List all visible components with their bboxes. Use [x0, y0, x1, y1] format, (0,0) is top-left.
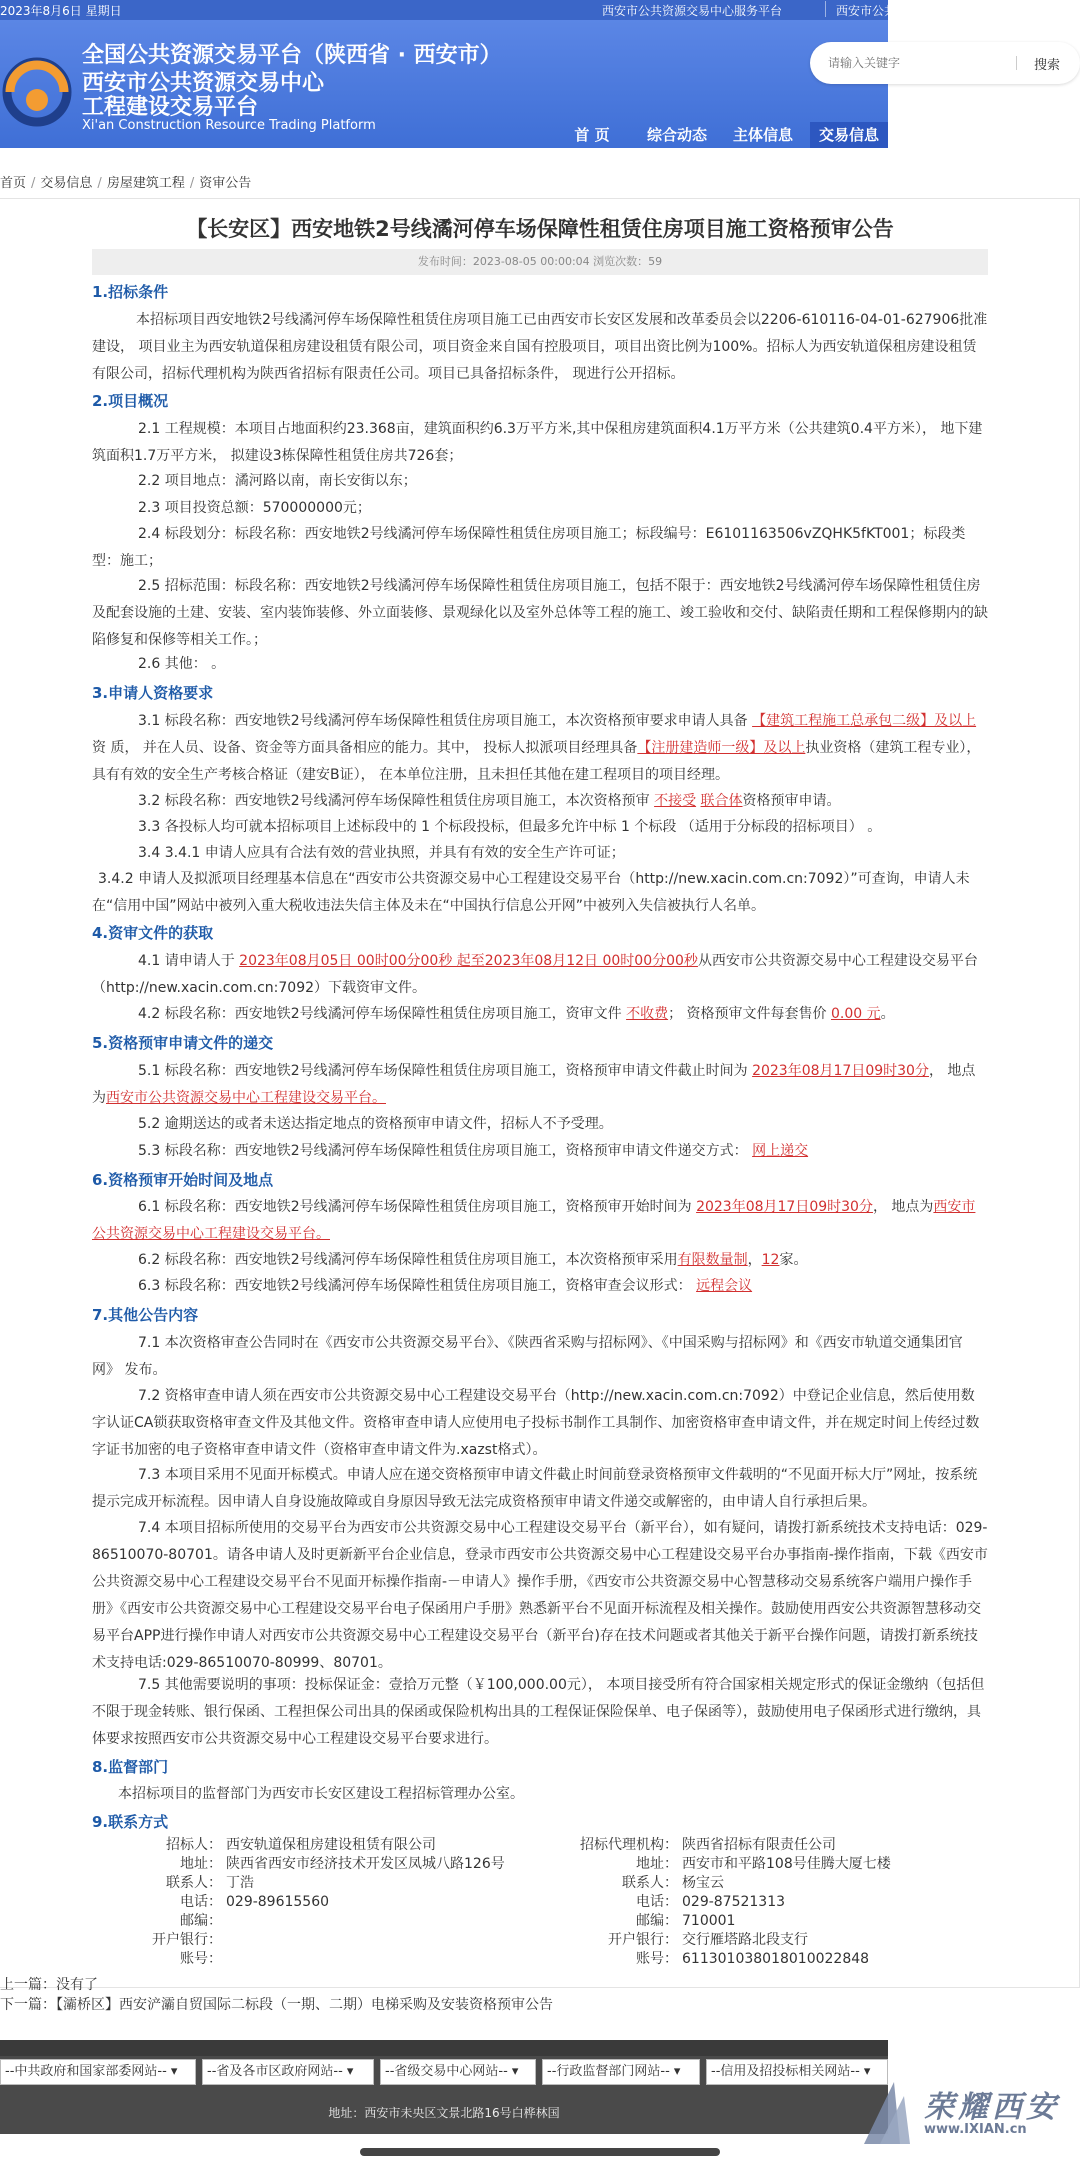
watermark-url: www.IXIAN.cn	[924, 2122, 1027, 2137]
home-indicator[interactable]	[360, 2148, 720, 2156]
sub-platform-title: 工程建设交易平台	[82, 95, 259, 120]
footer-select-trade-center[interactable]: --省级交易中心网站-- ▾	[380, 2059, 536, 2085]
top-bar	[0, 0, 945, 20]
required-qualification: 【建筑工程施工总承包二级】及以上	[752, 713, 977, 729]
paragraph: 3.3 各投标人均可就本招标项目上述标段中的 1 个标段投标，但最多允许中标 1 个标段 （适用于分标段的招标项目） 。	[138, 819, 882, 835]
next-article: 下一篇：【灞桥区】西安浐灞自贸国际二标段（一期、二期）电梯采购及安装资格预审公告	[0, 1997, 553, 2013]
paragraph: 6.1 标段名称：西安地铁2号线潏河停车场保障性租赁住房项目施工，资格预审开始时间为 2023年08月17日09时30分， 地点为西安市公共资源交易中心工程建设交易平台。	[92, 1199, 976, 1242]
platform-title: 全国公共资源交易平台（陕西省 · 西安市）	[82, 43, 502, 68]
nav-home[interactable]: 首 页	[574, 126, 610, 144]
breadcrumb: 首页 / 交易信息 / 房屋建筑工程 / 资审公告	[0, 176, 252, 191]
paragraph: 7.4 本项目招标所使用的交易平台为西安市公共资源交易中心工程建设交易平台（新平台），如有疑问，请拨打新系统技术支持电话：029-86510070-80701。请各申请人及时更新新平台企业信息，登录市西安市公共资源交易中心工程建设交易平台办事指南-操作指南，下载《西安市公共资源交易中心工程建设交易平台不见面开标操作指南-－申请人》操作手册，《西安市公共资源交易中心智慧移动交易系统客户端用户操作手册》《西安市公共资源交易中心工程建设交易平台电子保函用户手册》熟悉新平台不见面开标流程及相关操作。鼓励使用西安公共资源智慧移动交易平台APP进行操作申请人对西安市公共资源交易中心工程建设交易平台（新平台)存在技术问题或者其他关于新平台操作问题，请拨打新系统技术支持电话:029-86510070-80999、80701。	[92, 1520, 988, 1671]
paragraph: 5.2 逾期送达的或者未送达指定地点的资格预审申请文件，招标人不予受理。	[138, 1116, 613, 1132]
search-divider	[1016, 56, 1017, 70]
consortium-label: 联合体	[700, 793, 743, 809]
section-heading: 1.招标条件	[92, 283, 169, 301]
fee-amount: 0.00 元	[830, 1006, 881, 1022]
review-count: 12	[761, 1252, 780, 1268]
english-title: Xi'an Construction Resource Trading Platform	[82, 118, 376, 133]
review-method: 有限数量制	[677, 1252, 748, 1268]
site-logo-icon[interactable]	[0, 42, 74, 136]
section-heading: 3.申请人资格要求	[92, 684, 214, 702]
footer-select-province[interactable]: --省及各市区政府网站-- ▾	[202, 2059, 374, 2085]
paragraph: 6.3 标段名称：西安地铁2号线潏河停车场保障性租赁住房项目施工，资格审查会议形式： 远程会议	[138, 1278, 753, 1294]
section-heading: 6.资格预审开始时间及地点	[92, 1171, 274, 1189]
prev-article: 上一篇：没有了	[0, 1977, 98, 1993]
footer-top-strip	[0, 2040, 888, 2056]
section-heading: 7.其他公告内容	[92, 1306, 199, 1324]
paragraph: 7.1 本次资格审查公告同时在《西安市公共资源交易平台》、《陕西省采购与招标网》、《中国采购与招标网》和《西安市轨道交通集团官网》 发布。	[92, 1335, 963, 1378]
watermark-text: 荣耀西安	[924, 2090, 1060, 2125]
review-location: 西安市公共资源交易中心工程建设交易平台。	[92, 1199, 976, 1242]
paragraph: 2.3 项目投资总额：570000000元；	[138, 500, 371, 516]
required-license: 【注册建造师一级】及以上	[637, 740, 806, 756]
nav-subject-info[interactable]: 主体信息	[732, 126, 793, 144]
paragraph: 本招标项目的监督部门为西安市长安区建设工程招标管理办公室。	[118, 1786, 524, 1802]
breadcrumb-home[interactable]: 首页	[0, 176, 27, 191]
search-input[interactable]	[828, 52, 1008, 74]
paragraph: 2.1 工程规模：本项目占地面积约23.368亩，建筑面积约6.3万平方米,其中保租房建筑面积4.1万平方米（公共建筑0.4平方米）， 地下建筑面积1.7万平方米， 拟建设3栋保障性租赁住房共726套；	[92, 421, 983, 464]
section-heading: 2.项目概况	[92, 392, 169, 410]
article-meta: 发布时间：2023-08-05 00:00:04 浏览次数：59	[92, 249, 988, 275]
prev-article-link[interactable]: 没有了	[56, 1977, 98, 1993]
submission-method: 网上递交	[752, 1143, 809, 1159]
paragraph: 6.2 标段名称：西安地铁2号线潏河停车场保障性租赁住房项目施工，本次资格预审采用有限数量制，12家。	[138, 1252, 808, 1268]
review-start-time: 2023年08月17日09时30分	[696, 1199, 873, 1215]
paragraph: 3.4.2 申请人及拟派项目经理基本信息在“西安市公共资源交易中心工程建设交易平台（http://new.xacin.com.cn:7092）”可查询，申请人未在“信用中国”网站中被列入重大税收违法失信主体及未在“中国执行信息公开网”中被列入失信被执行人名单。	[92, 871, 970, 914]
paragraph: 4.1 请申请人于 2023年08月05日 00时00分00秒 起至2023年08月12日 00时00分00秒从西安市公共资源交易中心工程建设交易平台（http://new.xacin.com.cn:7092）下载资审文件。	[92, 953, 978, 996]
section-heading: 5.资格预审申请文件的递交	[92, 1034, 274, 1052]
service-platform-link-2[interactable]: 西安市公共资源交易	[836, 4, 945, 18]
paragraph: 3.4 3.4.1 申请人应具有合法有效的营业执照，并具有有效的安全生产许可证；	[138, 845, 625, 861]
footer-address: 地址：西安市未央区文景北路16号白桦林国	[328, 2106, 560, 2120]
nav-trade-info[interactable]: 交易信息	[810, 122, 888, 148]
breadcrumb-trade-info[interactable]: 交易信息	[40, 176, 93, 191]
article-title: 【长安区】西安地铁2号线潏河停车场保障性租赁住房项目施工资格预审公告	[186, 217, 894, 241]
paragraph: 3.2 标段名称：西安地铁2号线潏河停车场保障性租赁住房项目施工，本次资格预审 不接受 联合体资格预审申请。	[138, 793, 841, 809]
paragraph: 5.1 标段名称：西安地铁2号线潏河停车场保障性租赁住房项目施工，资格预审申请文件截止时间为 2023年08月17日09时30分， 地点为西安市公共资源交易中心工程建设交易平台。	[92, 1063, 976, 1106]
submission-deadline: 2023年08月17日09时30分	[752, 1063, 929, 1079]
paragraph: 4.2 标段名称：西安地铁2号线潏河停车场保障性租赁住房项目施工，资审文件 不收费； 资格预审文件每套售价 0.00 元。	[138, 1006, 895, 1022]
footer-select-credit[interactable]: --信用及招投标相关网站-- ▾	[706, 2059, 888, 2085]
search-box	[810, 42, 1080, 84]
consortium-flag: 不接受	[654, 793, 697, 809]
paragraph: 2.2 项目地点：潏河路以南，南长安街以东；	[138, 473, 417, 489]
paragraph: 本招标项目西安地铁2号线潏河停车场保障性租赁住房项目施工已由西安市长安区发展和改革委员会以2206-610116-04-01-627906批准建设， 项目业主为西安轨道保租房建设租赁有限公司，项目资金来自国有控股项目，项目出资比例为100%。招标人为西安轨道保租房建设租赁有限公司，招标代理机构为陕西省招标有限责任公司。项目已具备招标条件， 现进行公开招标。	[92, 312, 988, 382]
paragraph: 3.1 标段名称：西安地铁2号线潏河停车场保障性租赁住房项目施工，本次资格预审要求申请人具备 【建筑工程施工总承包二级】及以上资 质， 并在人员、设备、资金等方面具备相应的能力。其中， 投标人拟派项目经理具备【注册建造师一级】及以上执业资格（建筑工程专业），具有有效的安全生产考核合格证（建安B证）， 在本单位注册，且未担任其他在建工程项目的项目经理。	[92, 713, 981, 783]
site-header	[0, 20, 888, 148]
breadcrumb-building[interactable]: 房屋建筑工程	[106, 176, 185, 191]
meeting-format: 远程会议	[696, 1278, 753, 1294]
topbar-divider	[825, 1, 826, 17]
download-period: 2023年08月05日 00时00分00秒 起至2023年08月12日 00时00分00秒	[239, 953, 698, 969]
paragraph: 5.3 标段名称：西安地铁2号线潏河停车场保障性租赁住房项目施工，资格预审申请文件递交方式： 网上递交	[138, 1143, 809, 1159]
center-title: 西安市公共资源交易中心	[82, 71, 325, 96]
section-heading: 4.资审文件的获取	[92, 924, 214, 942]
section-heading: 8.监督部门	[92, 1758, 169, 1776]
search-button[interactable]: 搜索	[1034, 58, 1061, 73]
fee-status: 不收费	[626, 1006, 669, 1022]
paragraph: 7.5 其他需要说明的事项：投标保证金：壹拾万元整（￥100,000.00元）， 本项目接受所有符合国家相关规定形式的保证金缴纳（包括但不限于现金转账、银行保函、工程担保公司出具的保函或保险机构出具的工程保证保险保单、电子保函等），鼓励使用电子保函形式进行缴纳，具体要求按照西安市公共资源交易中心工程建设交易平台要求进行。	[92, 1677, 985, 1747]
paragraph: 2.5 招标范围：标段名称：西安地铁2号线潏河停车场保障性租赁住房项目施工，包括不限于：西安地铁2号线潏河停车场保障性租赁住房及配套设施的土建、安装、室内装饰装修、外立面装修、景观绿化以及室外总体等工程的施工、竣工验收和交付、缺陷责任期和工程保修期内的缺陷修复和保修等相关工作。；	[92, 578, 988, 648]
next-article-link[interactable]: 【灞桥区】西安浐灞自贸国际二标段（一期、二期）电梯采购及安装资格预审公告	[56, 1997, 553, 2013]
section-heading: 9.联系方式	[92, 1813, 169, 1831]
service-platform-link[interactable]: 西安市公共资源交易中心服务平台	[602, 4, 783, 18]
paragraph: 7.3 本项目采用不见面开标模式。申请人应在递交资格预审申请文件截止时间前登录资格预审文件载明的“不见面开标大厅”网址，按系统提示完成开标流程。因申请人自身设施故障或自身原因导致无法完成资格预审申请文件递交或解密的，由申请人自行承担后果。	[92, 1467, 978, 1510]
current-date: 2023年8月6日 星期日	[0, 4, 122, 18]
paragraph: 2.4 标段划分：标段名称：西安地铁2号线潏河停车场保障性租赁住房项目施工；标段编号：E6101163506vZQHK5fKT001；标段类型：施工；	[92, 526, 966, 569]
paragraph: 7.2 资格审查申请人须在西安市公共资源交易中心工程建设交易平台（http://new.xacin.com.cn:7092）中登记企业信息，然后使用数字认证CA锁获取资格审查文件及其他文件。资格审查申请人应使用电子投标书制作工具制作、加密资格审查申请文件，并在规定时间上传经过数字证书加密的电子资格审查申请文件（资格审查申请文件为.xazst格式）。	[92, 1388, 980, 1458]
footer-select-gov[interactable]: --中共政府和国家部委网站-- ▾	[0, 2059, 196, 2085]
breadcrumb-notice[interactable]: 资审公告	[199, 176, 252, 191]
nav-news[interactable]: 综合动态	[646, 126, 707, 144]
paragraph: 2.6 其他： 。	[138, 656, 226, 672]
submission-location: 西安市公共资源交易中心工程建设交易平台。	[106, 1090, 386, 1106]
footer-select-supervision[interactable]: --行政监督部门网站-- ▾	[542, 2059, 700, 2085]
